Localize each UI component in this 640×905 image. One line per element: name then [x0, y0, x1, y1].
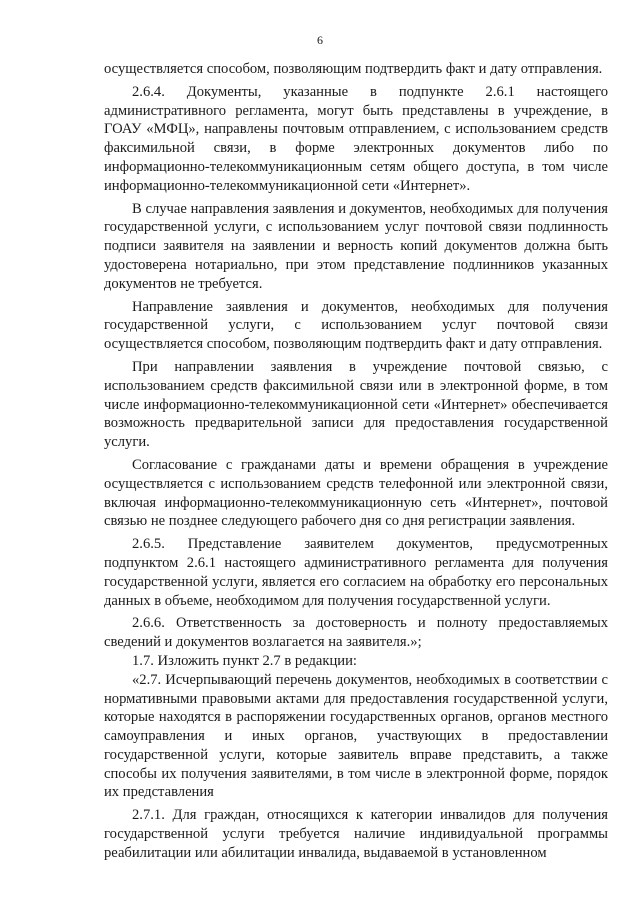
paragraph-2-6-6: 2.6.6. Ответственность за достоверность и полноту предоставляемых сведений и документов возлагается на заявителя.»; — [104, 615, 608, 651]
paragraph-pre-registration: При направлении заявления в учреждение почтовой связью, с использованием средств факсимильной связи или в электронной форме, в том числе информационно-телекоммуникационной сети «Интернет» обеспечивается возможность предварительной записи для предоставления государственной услуги. — [104, 358, 608, 451]
paragraph-2-6-4: 2.6.4. Документы, указанные в подпункте 2.6.1 настоящего административного регламента, могут быть представлены в учреждение, в ГОАУ «МФЦ», направлены почтовым отправлением, с использованием средств факсимильной связи, в форме электронных документов либо по информационно-телекоммуникационным сетям общего доступа, в том числе информационно-телекоммуникационной сети «Интернет». — [104, 83, 608, 194]
paragraph-2-6-5: 2.6.5. Представление заявителем документов, предусмотренных подпунктом 2.6.1 настоящего административного регламента для получения государственной услуги, является его согласием на обработку его персональных данных в объеме, необходимом для получения государственной услуги. — [104, 536, 608, 609]
paragraph-continuation: осуществляется способом, позволяющим подтвердить факт и дату отправления. — [104, 61, 603, 77]
paragraph-1-7: 1.7. Изложить пункт 2.7 в редакции: — [132, 652, 357, 669]
paragraph-appointment-agreement: Согласование с гражданами даты и времени обращения в учреждение осуществляется с использованием средств телефонной или электронной связи, включая информационно-телекоммуникационную сеть «Интернет», почтовой связью не позднее следующего рабочего дня со дня регистрации заявления. — [104, 456, 608, 530]
paragraph-2-7: «2.7. Исчерпывающий перечень документов, необходимых в соответствии с нормативными правовыми актами для предоставления государственной услуги, которые находятся в распоряжении государственных органов, органов местного самоуправления и иных органов, участвующих в предоставлении государственной услуги, которые заявитель вправе представить, а также способы их получения заявителями, в том числе в электронной форме, порядок их представления — [104, 671, 608, 801]
paragraph-postal-sending: Направление заявления и документов, необходимых для получения государственной услуги, с использованием услуг почтовой связи осуществляется способом, позволяющим подтвердить факт и дату отправления. — [104, 298, 608, 353]
paragraph-postal-notarization: В случае направления заявления и документов, необходимых для получения государственной услуги, с использованием услуг почтовой связи подлинность подписи заявителя на заявлении и верность копий документов должна быть удостоверена нотариально, при этом представление подлинников указанных документов не требуется. — [104, 200, 608, 292]
document-body — [104, 60, 608, 863]
page-number: 6 — [317, 33, 323, 47]
paragraph-2-7-1: 2.7.1. Для граждан, относящихся к категории инвалидов для получения государственной услуги требуется наличие индивидуальной программы реабилитации или абилитации инвалида, выдаваемой в установленном — [104, 807, 608, 861]
